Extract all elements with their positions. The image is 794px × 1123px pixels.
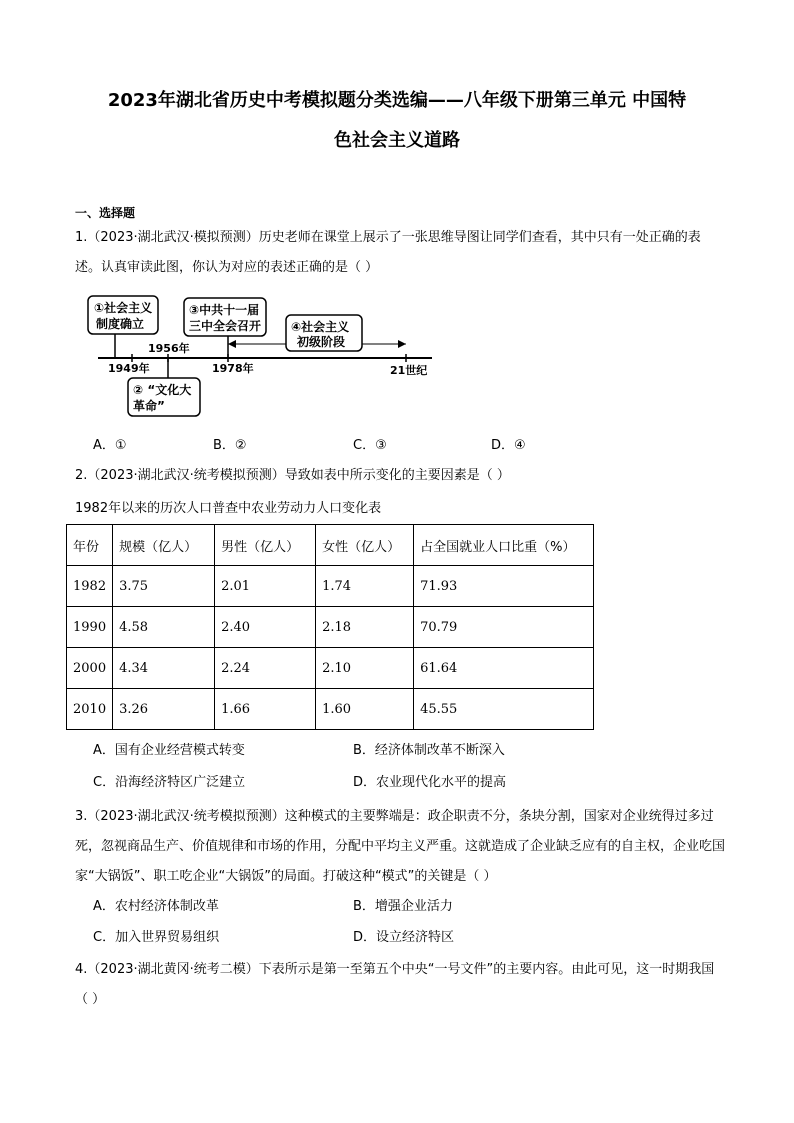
box-4-line2: 初级阶段 bbox=[297, 335, 346, 349]
box-4-line1: ④社会主义 bbox=[291, 320, 350, 334]
box-3-line1: ③中共十一届 bbox=[189, 303, 260, 317]
label-1956: 1956年 bbox=[148, 342, 190, 355]
arrow-left-head bbox=[228, 340, 236, 348]
label-1949: 1949年 bbox=[108, 362, 150, 375]
q3-option-d[interactable]: D．设立经济特区 bbox=[353, 930, 455, 945]
arrow-right-head bbox=[398, 340, 406, 348]
table-cell: 45.55 bbox=[414, 689, 594, 730]
table-cell: 2000 bbox=[67, 648, 113, 689]
box-2-line2: 革命” bbox=[133, 399, 165, 413]
q1-option-b[interactable]: B．② bbox=[213, 438, 247, 453]
q2-option-d[interactable]: D．农业现代化水平的提高 bbox=[353, 775, 507, 790]
box-1-line2: 制度确立 bbox=[96, 317, 145, 331]
table-cell: 1990 bbox=[67, 607, 113, 648]
header-cell: 年份 bbox=[67, 525, 113, 566]
document-title-line1: 2023年湖北省历史中考模拟题分类选编——八年级下册第三单元 中国特 bbox=[107, 90, 687, 111]
q1-option-d[interactable]: D．④ bbox=[491, 438, 526, 453]
q3-option-b[interactable]: B．增强企业活力 bbox=[353, 899, 453, 914]
q3-option-c[interactable]: C．加入世界贸易组织 bbox=[93, 930, 220, 945]
table-cell: 1982 bbox=[67, 566, 113, 607]
q2-option-c[interactable]: C．沿海经济特区广泛建立 bbox=[93, 775, 246, 790]
question-2-text: 2.（2023·湖北武汉·统考模拟预测）导致如表中所示变化的主要因素是（ ） bbox=[75, 468, 510, 483]
q3-option-a[interactable]: A．农村经济体制改革 bbox=[93, 899, 219, 914]
table-row bbox=[67, 607, 594, 648]
table-cell: 3.26 bbox=[113, 689, 215, 730]
header-cell: 女性（亿人） bbox=[316, 525, 414, 566]
table-cell: 2.10 bbox=[316, 648, 414, 689]
table-row bbox=[67, 689, 594, 730]
box-3-line2: 三中全会召开 bbox=[189, 319, 262, 333]
table-cell: 3.75 bbox=[113, 566, 215, 607]
section-heading: 一、选择题 bbox=[75, 206, 136, 220]
box-1-line1: ①社会主义 bbox=[94, 301, 153, 315]
table-header-row bbox=[67, 525, 594, 566]
q2-option-a[interactable]: A．国有企业经营模式转变 bbox=[93, 743, 245, 758]
table-cell: 2.40 bbox=[215, 607, 316, 648]
table-cell: 4.58 bbox=[113, 607, 215, 648]
header-cell: 男性（亿人） bbox=[215, 525, 316, 566]
question-4-text: 4.（2023·湖北黄冈·统考二模）下表所示是第一至第五个中央“一号文件”的主要内容。由此可见，这一时期我国（ ） bbox=[75, 962, 715, 1007]
label-1978: 1978年 bbox=[212, 362, 254, 375]
q1-option-c[interactable]: C．③ bbox=[353, 438, 387, 453]
table-cell: 2.18 bbox=[316, 607, 414, 648]
table-cell: 70.79 bbox=[414, 607, 594, 648]
timeline-diagram bbox=[80, 292, 440, 418]
table-row bbox=[67, 566, 594, 607]
table-cell: 71.93 bbox=[414, 566, 594, 607]
population-table bbox=[66, 524, 594, 730]
table-cell: 4.34 bbox=[113, 648, 215, 689]
q2-option-b[interactable]: B．经济体制改革不断深入 bbox=[353, 743, 505, 758]
question-1-text: 1.（2023·湖北武汉·模拟预测）历史老师在课堂上展示了一张思维导图让同学们查看，其中只有一处正确的表述。认真审读此图，你认为对应的表述正确的是（ ） bbox=[75, 230, 701, 275]
header-cell: 占全国就业人口比重（%） bbox=[414, 525, 594, 566]
box-2-line1: ② “文化大 bbox=[133, 383, 192, 397]
q1-option-a[interactable]: A．① bbox=[93, 438, 127, 453]
header-cell: 规模（亿人） bbox=[113, 525, 215, 566]
table-cell: 1.60 bbox=[316, 689, 414, 730]
table-cell: 2.01 bbox=[215, 566, 316, 607]
document-title-line2: 色社会主义道路 bbox=[334, 130, 460, 151]
table-cell: 2010 bbox=[67, 689, 113, 730]
table-cell: 61.64 bbox=[414, 648, 594, 689]
table-cell: 2.24 bbox=[215, 648, 316, 689]
table-row bbox=[67, 648, 594, 689]
table-caption: 1982年以来的历次人口普查中农业劳动力人口变化表 bbox=[75, 501, 382, 516]
table-cell: 1.74 bbox=[316, 566, 414, 607]
question-3-text: 3.（2023·湖北武汉·统考模拟预测）这种模式的主要弊端是：政企职责不分，条块分割，国家对企业统得过多过死，忽视商品生产、价值规律和市场的作用，分配中平均主义严重。这就造成了企业缺乏应有的自主权，企业吃国家“大锅饭”、职工吃企业“大锅饭”的局面。打破这种“模式”的关键是（ ） bbox=[75, 809, 726, 884]
label-21c: 21世纪 bbox=[390, 364, 428, 377]
table-cell: 1.66 bbox=[215, 689, 316, 730]
